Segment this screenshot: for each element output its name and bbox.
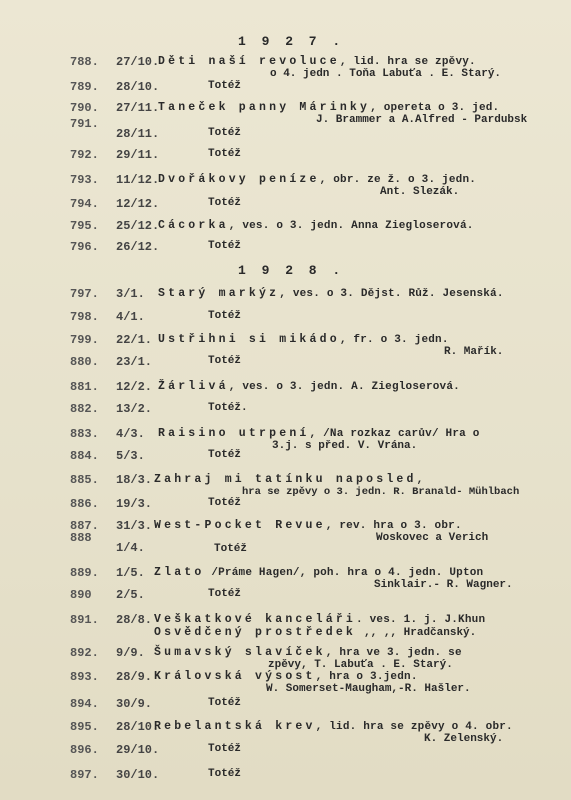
entry-totez: Totéž <box>208 80 242 92</box>
entry-title: Šumavský slavíček, hra ve 3. jedn. se <box>154 646 462 659</box>
entry-number: 887. <box>70 519 99 533</box>
entry-author: Ant. Slezák. <box>380 186 460 198</box>
entry-author: zpěvy, T. Labuťa . E. Starý. <box>268 659 453 671</box>
entry-title: Veškatkové kanceláři. ves. 1. j. J.Khun <box>154 613 486 626</box>
entry-title: Rebelantská krev, lid. hra se zpěvy o 4. obr. <box>154 720 513 733</box>
entry-number: 885. <box>70 473 99 487</box>
entry-totez: Totéž <box>208 197 242 209</box>
entry-date: 29/10. <box>116 743 160 757</box>
entry-author: Sinklair.- R. Wagner. <box>374 579 513 591</box>
entry-number: 798. <box>70 310 99 324</box>
entry-date: 30/9. <box>116 697 153 711</box>
entry-date: 27/10. <box>116 55 160 69</box>
year-heading-1928: 1 9 2 8 . <box>238 263 345 278</box>
entry-date: 2/5. <box>116 588 145 602</box>
entry-number: 795. <box>70 219 99 233</box>
entry-author: K. Zelenský. <box>424 733 504 745</box>
entry-number: 884. <box>70 449 99 463</box>
entry-date: 12/12. <box>116 197 160 211</box>
entry-number: 796. <box>70 240 99 254</box>
entry-totez: Totéž <box>208 768 242 780</box>
entry-number: 791. <box>70 117 99 131</box>
entry-totez: Totéž <box>208 697 242 709</box>
entry-date: 11/12. <box>116 173 160 187</box>
entry-title: Královská výsost, hra o 3.jedn. <box>154 670 418 683</box>
entry-author: Woskovec a Verich <box>376 532 489 544</box>
entry-date: 1/5. <box>116 566 145 580</box>
entry-author: W. Somerset-Maugham,-R. Hašler. <box>266 683 471 695</box>
year-heading-1927: 1 9 2 7 . <box>238 34 345 49</box>
entry-date: 12/2. <box>116 380 153 394</box>
entry-date: 25/12. <box>116 219 160 233</box>
entry-number: 895. <box>70 720 99 734</box>
entry-totez: Totéž <box>208 588 242 600</box>
entry-title: Zlato /Práme Hagen/, poh. hra o 4. jedn. Upton <box>154 566 484 579</box>
entry-totez: Totéž <box>208 743 242 755</box>
entry-date: 1/4. <box>116 541 145 555</box>
entry-number: 881. <box>70 380 99 394</box>
entry-number: 894. <box>70 697 99 711</box>
entry-date: 29/11. <box>116 148 160 162</box>
entry-number: 888 <box>70 531 92 545</box>
entry-title: West-Pocket Revue, rev. hra o 3. obr. <box>154 519 462 532</box>
entry-number: 891. <box>70 613 99 627</box>
entry-number: 893. <box>70 670 99 684</box>
list-item <box>0 531 571 561</box>
entry-number: 889. <box>70 566 99 580</box>
entry-title: Dvořákovy peníze, obr. ze ž. o 3. jedn. <box>158 173 477 186</box>
entry-title-secondary: Osvědčený prostředek ,, ,, Hradčanský. <box>154 626 477 639</box>
entry-date: 28/10. <box>116 720 160 734</box>
entry-number: 789. <box>70 80 99 94</box>
entry-author: 3.j. s před. V. Vrána. <box>272 440 418 452</box>
entry-number: 788. <box>70 55 99 69</box>
entry-date: 23/1. <box>116 355 153 369</box>
entry-totez: Totéž <box>208 449 242 461</box>
entry-title: Cácorka, ves. o 3. jedn. Anna Ziegloserová. <box>158 219 474 232</box>
list-item <box>0 768 571 798</box>
entry-totez: Totéž. <box>208 402 248 414</box>
entry-date: 31/3. <box>116 519 153 533</box>
entry-totez: Totéž <box>214 543 248 555</box>
entry-author: J. Brammer a A.Alfred - Pardubsk <box>316 114 528 126</box>
entry-date: 3/1. <box>116 287 145 301</box>
entry-date: 28/8. <box>116 613 153 627</box>
entry-title: Žárlivá, ves. o 3. jedn. A. Ziegloserová. <box>158 380 460 393</box>
entry-title: Zahraj mi tatínku naposled, <box>154 473 424 486</box>
entry-number: 797. <box>70 287 99 301</box>
entry-totez: Totéž <box>208 127 242 139</box>
entry-number: 892. <box>70 646 99 660</box>
entry-number: 799. <box>70 333 99 347</box>
entry-date: 28/9. <box>116 670 153 684</box>
entry-number: 883. <box>70 427 99 441</box>
entry-date: 27/11. <box>116 101 160 115</box>
entry-title: Raisino utrpení, /Na rozkaz carův/ Hra o <box>158 427 480 440</box>
entry-totez: Totéž <box>208 240 242 252</box>
list-item <box>0 613 571 643</box>
entry-number: 890 <box>70 588 92 602</box>
entry-number: 794. <box>70 197 99 211</box>
entry-number: 897. <box>70 768 99 782</box>
entry-totez: Totéž <box>208 355 242 367</box>
entry-number: 793. <box>70 173 99 187</box>
entry-totez: Totéž <box>208 497 242 509</box>
entry-date: 5/3. <box>116 449 145 463</box>
list-item <box>0 670 571 700</box>
entry-date: 30/10. <box>116 768 160 782</box>
entry-author: o 4. jedn . Toňa Labuťa . E. Starý. <box>270 68 502 80</box>
entry-date: 26/12. <box>116 240 160 254</box>
entry-date: 9/9. <box>116 646 145 660</box>
entry-author: hra se zpěvy o 3. jedn. R. Branald- Mühlbach <box>242 486 520 498</box>
entry-number: 882. <box>70 402 99 416</box>
entry-author: R. Mařík. <box>444 346 504 358</box>
entry-title: Starý markýz, ves. o 3. Dějst. Růž. Jesenská. <box>158 287 504 300</box>
entry-number: 880. <box>70 355 99 369</box>
entry-totez: Totéž <box>208 310 242 322</box>
entry-number: 790. <box>70 101 99 115</box>
entry-date: 4/1. <box>116 310 145 324</box>
entry-title: Děti naší revoluce, lid. hra se zpěvy. <box>158 55 476 68</box>
entry-date: 28/10. <box>116 80 160 94</box>
entry-date: 22/1. <box>116 333 153 347</box>
entry-title: Taneček panny Márinky, opereta o 3. jed. <box>158 101 500 114</box>
entry-number: 792. <box>70 148 99 162</box>
entry-date: 4/3. <box>116 427 145 441</box>
entry-number: 896. <box>70 743 99 757</box>
entry-date: 13/2. <box>116 402 153 416</box>
entry-date: 19/3. <box>116 497 153 511</box>
entry-totez: Totéž <box>208 148 242 160</box>
entry-date: 18/3. <box>116 473 153 487</box>
entry-date: 28/11. <box>116 127 160 141</box>
entry-title: Ustřihni si mikádo, fr. o 3. jedn. <box>158 333 449 346</box>
list-item <box>0 117 571 147</box>
entry-number: 886. <box>70 497 99 511</box>
